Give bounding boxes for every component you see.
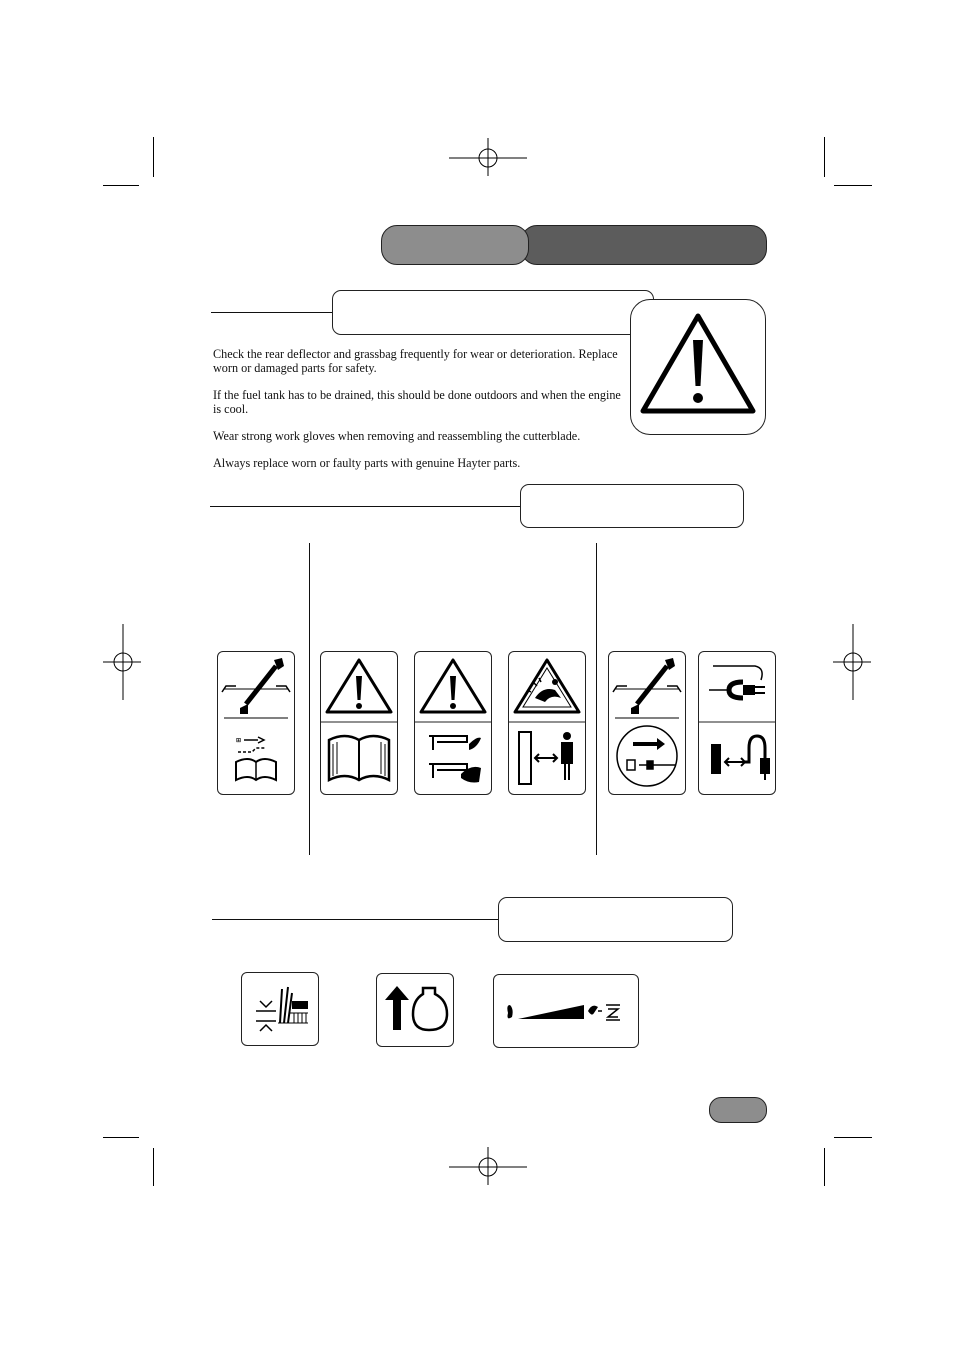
registration-mark-right: [833, 624, 873, 700]
crop-mark: [103, 1137, 139, 1138]
column-divider: [596, 543, 597, 855]
crop-mark: [103, 185, 139, 186]
engine-start-label: [376, 973, 454, 1047]
warning-triangle-icon: [327, 660, 391, 712]
engine-icon: [377, 974, 453, 1046]
thrown-object-icon: [515, 660, 579, 712]
crop-mark: [834, 1137, 872, 1138]
warning-triangle-icon: [631, 300, 765, 434]
spark-plug-icon: [617, 726, 677, 786]
safety-text-3: Wear strong work gloves when removing and reassembling the cutterblade.: [213, 429, 581, 443]
crop-mark: [153, 137, 154, 177]
section-heading-box: [520, 484, 744, 528]
section-rule: [212, 919, 500, 920]
svg-text:⊞: ⊞: [236, 737, 242, 744]
crop-mark: [824, 1148, 825, 1186]
spanner-icon: [613, 658, 681, 714]
disconnect-lead-icon: [711, 736, 770, 780]
blade-hand-warning-label: [414, 651, 492, 795]
throttle-icon: [494, 975, 638, 1047]
spark-plug-lead-label: [698, 651, 776, 795]
safety-text-4: Always replace worn or faulty parts with genuine Hayter parts.: [213, 456, 521, 470]
warning-panel: [630, 299, 766, 435]
section-rule: [210, 506, 522, 507]
section-rule: [211, 312, 333, 313]
page-number-pill: [709, 1097, 767, 1123]
crop-mark: [834, 185, 872, 186]
read-manual-warning-label: [320, 651, 398, 795]
throttle-label: [493, 974, 639, 1048]
column-divider: [309, 543, 310, 855]
disconnect-plug-label: [608, 651, 686, 795]
registration-mark-bottom: [449, 1147, 529, 1187]
open-book-icon: [236, 737, 276, 780]
crop-mark: [824, 137, 825, 177]
open-book-icon: [329, 736, 389, 780]
section-heading-box: [498, 897, 733, 942]
crop-mark: [153, 1148, 154, 1186]
section-tab-light: [381, 225, 529, 265]
spark-plug-lead-icon: [709, 666, 765, 698]
cutting-height-icon: [242, 973, 318, 1045]
safety-text-2: If the fuel tank has to be drained, this should be done outdoors and when the engine is cool.: [213, 388, 621, 416]
maintenance-manual-label: [217, 651, 295, 795]
thrown-objects-label: [508, 651, 586, 795]
spanner-icon: [222, 658, 290, 714]
cutting-height-label: [241, 972, 319, 1046]
section-heading-box: [332, 290, 654, 335]
safety-text-1: Check the rear deflector and grassbag frequently for wear or deterioration. Replace worn or damaged parts for safety.: [213, 347, 618, 375]
registration-mark-left: [103, 624, 143, 700]
keep-distance-icon: [519, 732, 573, 784]
hand-injury-icon: [429, 736, 481, 783]
warning-triangle-icon: [421, 660, 485, 712]
registration-mark-top: [449, 138, 529, 178]
section-tab-dark: [521, 225, 767, 265]
